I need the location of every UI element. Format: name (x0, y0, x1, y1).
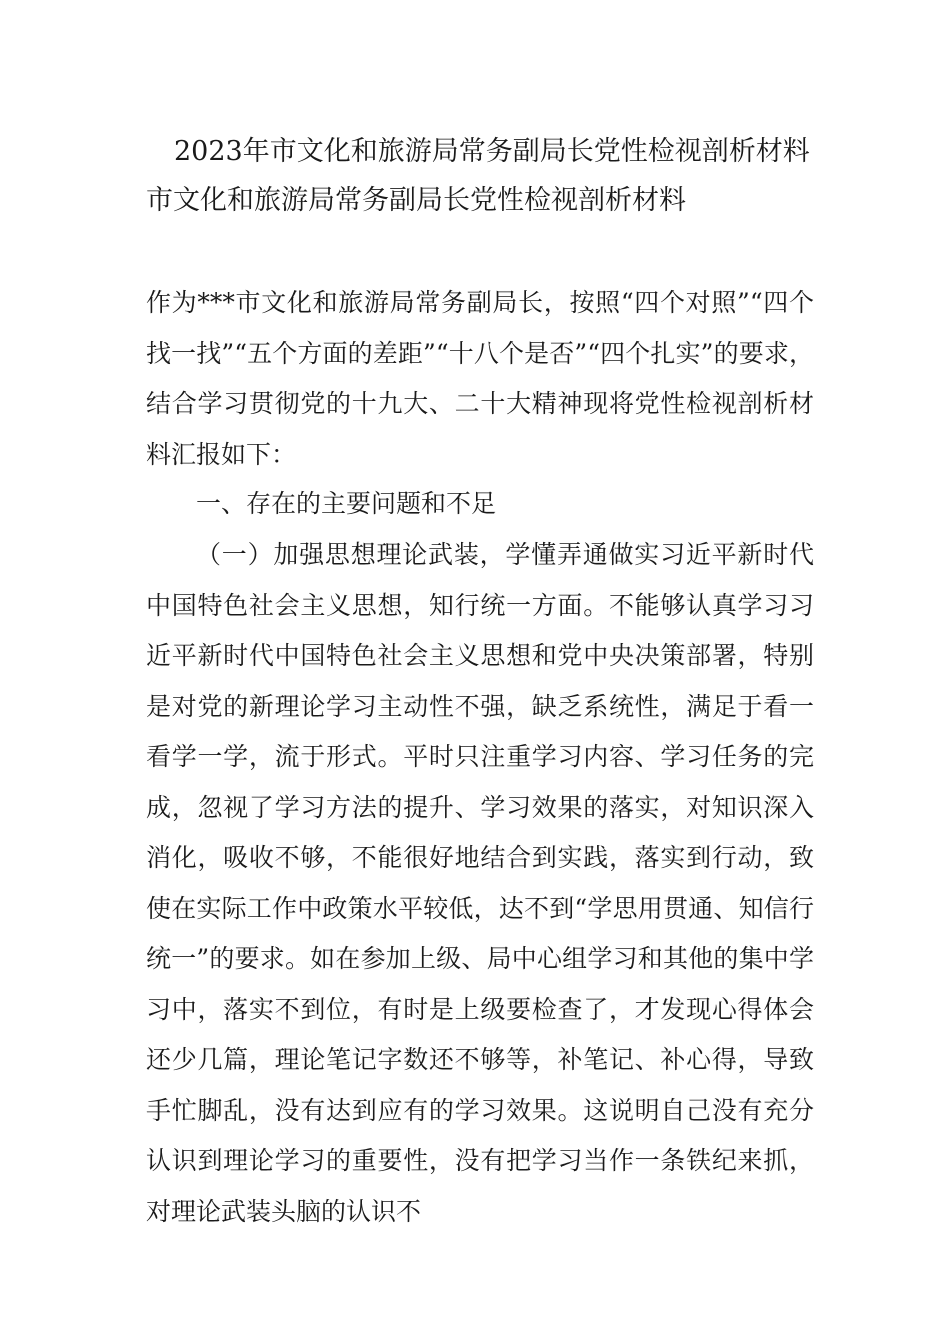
document-subtitle: 市文化和旅游局常务副局长党性检视剖析材料 (146, 185, 686, 216)
intro-paragraph: 作为***市文化和旅游局常务副局长，按照“四个对照”“四个找一找”“五个方面的差距”“十八个是否”“四个扎实”的要求，结合学习贯彻党的十九大、二十大精神现将党性检视剖析材料汇报如下： (146, 288, 814, 469)
section-heading: 一、存在的主要问题和不足 (196, 489, 497, 518)
section-paragraph: （一）加强思想理论武装，学懂弄通做实习近平新时代中国特色社会主义思想，知行统一方面。不能够认真学习习近平新时代中国特色社会主义思想和党中央决策部署，特别是对党的新理论学习主动性不强，缺乏系统性，满足于看一看学一学，流于形式。平时只注重学习内容、学习任务的完成，忽视了学习方法的提升、学习效果的落实，对知识深入消化，吸收不够，不能很好地结合到实践，落实到行动，致使在实际工作中政策水平较低，达不到“学思用贯通、知信行统一”的要求。如在参加上级、局中心组学习和其他的集中学习中，落实不到位，有时是上级要检查了，才发现心得体会还少几篇，理论笔记字数还不够等，补笔记、补心得，导致手忙脚乱，没有达到应有的学习效果。这说明自己没有充分认识到理论学习的重要性，没有把学习当作一条铁纪来抓，对理论武装头脑的认识不 (146, 540, 814, 1226)
document-title: 2023年市文化和旅游局常务副局长党性检视剖析材料 (174, 136, 810, 167)
